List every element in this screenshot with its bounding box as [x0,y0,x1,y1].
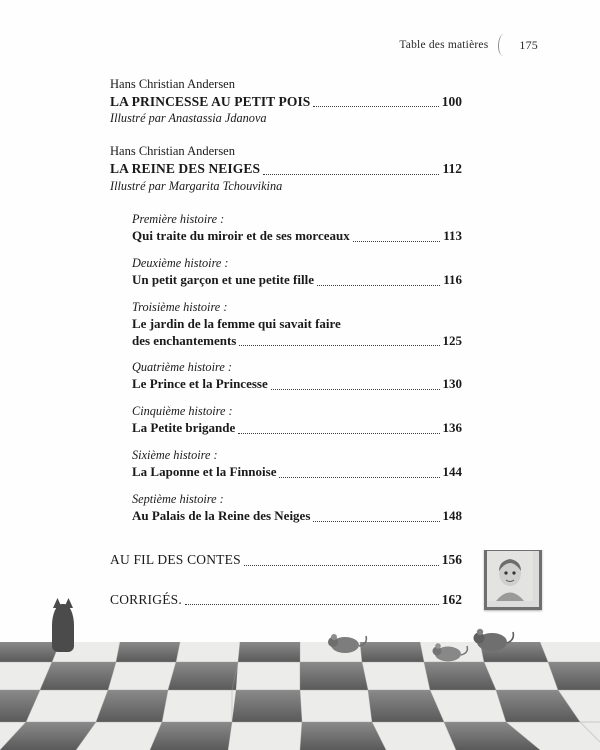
dot-leader [271,388,440,390]
dot-leader [263,173,439,175]
sub-entry-label: Quatrième histoire : [132,360,232,375]
sub-entry-page: 116 [443,271,462,287]
sub-entry-title-line [132,228,462,245]
dot-leader [279,476,439,478]
sub-entry-title-continued: des enchantements [132,332,237,348]
framed-portrait-icon [484,550,542,610]
sub-entry-title-line [132,333,462,350]
cat-silhouette-icon [52,604,74,652]
tail-entry-page: 162 [441,591,462,607]
entry-author: Hans Christian Andersen [110,144,235,159]
mouse-icon [325,630,369,656]
entry-title: LA REINE DES NEIGES [110,161,261,177]
sub-entry-title-line [132,376,462,393]
dot-leader [238,432,439,434]
dot-leader [353,240,440,242]
sub-entry [132,448,462,481]
running-header [399,34,538,56]
entry-title-line [110,160,462,178]
sub-entry [132,212,462,245]
dot-leader [313,105,438,107]
sub-entry [132,404,462,437]
tail-entry-page: 156 [441,551,462,567]
tail-entry-title: AU FIL DES CONTES [110,551,241,567]
entry-illustrator: Illustré par Margarita Tchouvikina [110,178,283,193]
entry-title: LA PRINCESSE AU PETIT POIS [110,93,311,109]
sub-entry [132,256,462,289]
sub-entry-title-line [132,464,462,481]
sub-entry-title-line [132,420,462,437]
sub-entry-page: 144 [442,464,462,480]
sub-entry-label: Troisième histoire : [132,299,228,314]
entry-page: 100 [441,93,462,109]
header-page-number: 175 [519,37,538,52]
table-of-contents [110,76,462,630]
sub-entry-title: Le jardin de la femme qui savait faire [132,315,341,331]
header-title: Table des matières [399,39,489,51]
mouse-icon [470,624,516,654]
sub-entry-title: La Petite brigande [132,420,236,436]
sub-entry [132,492,462,525]
dot-leader [239,344,439,346]
sub-entry-page: 148 [442,508,462,524]
header-divider-icon [498,34,510,56]
sub-entry [132,360,462,393]
sub-entry-title: Au Palais de la Reine des Neiges [132,508,311,524]
dot-leader [317,284,440,286]
sub-entry-label: Deuxième histoire : [132,255,229,270]
entry-illustrator: Illustré par Anastassia Jdanova [110,111,267,126]
page-illustration [0,550,600,750]
sub-entry-title: Le Prince et la Princesse [132,376,268,392]
sub-entry-page: 136 [442,420,462,436]
sub-entry-page: 130 [442,376,462,392]
sub-entry-title-line [132,272,462,289]
sub-entry-label: Première histoire : [132,211,225,226]
sub-entry-page: 113 [443,227,462,243]
sub-entry-label: Septième histoire : [132,492,224,507]
sub-entry-label: Cinquième histoire : [132,404,233,419]
sub-entry-page: 125 [442,332,462,348]
sub-entry-title-line [132,508,462,525]
dot-leader [313,520,439,522]
sub-entry-title: Un petit garçon et une petite fille [132,271,314,287]
sub-entry-title: Qui traite du miroir et de ses morceaux [132,227,350,243]
toc-entry [110,76,462,126]
entry-author: Hans Christian Andersen [110,77,235,91]
portrait-illustration [487,551,533,601]
tail-entry-title: CORRIGÉS. [110,591,182,607]
sub-entry [132,300,462,350]
toc-entry [110,143,462,193]
mouse-icon [430,638,470,664]
entry-title-line [110,93,462,111]
sub-entry-label: Sixième histoire : [132,448,218,463]
sub-entry-list [132,212,462,525]
entry-page: 112 [442,161,462,177]
checkerboard-floor-icon [0,642,600,750]
sub-entry-title: La Laponne et la Finnoise [132,464,277,480]
